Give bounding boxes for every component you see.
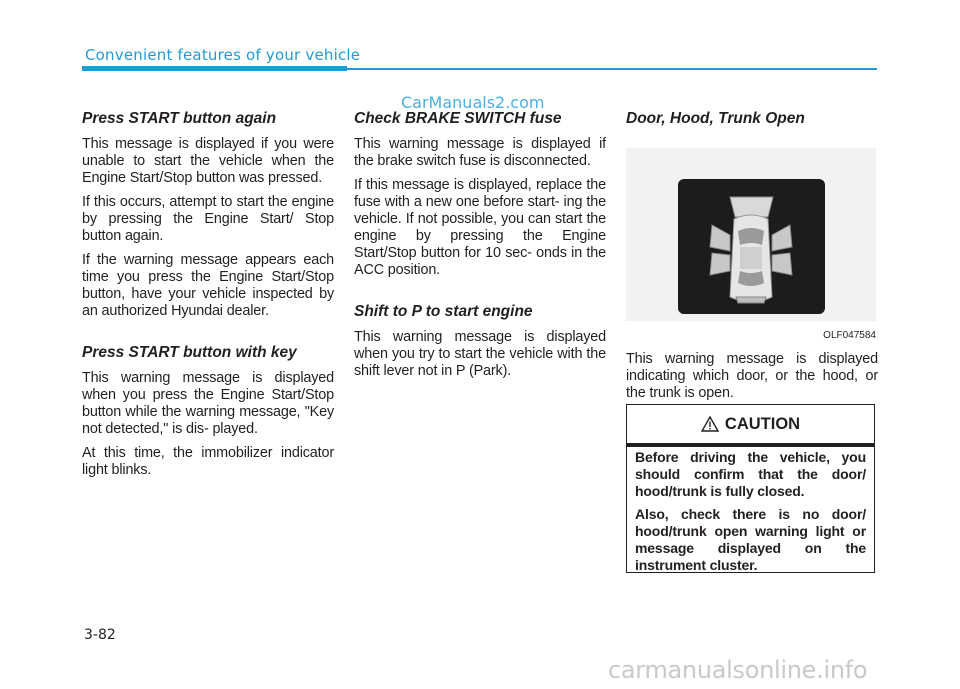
paragraph: At this time, the immobilizer indicator light blinks. bbox=[82, 445, 334, 478]
header-rule-thick bbox=[82, 66, 347, 71]
page-number: 3-82 bbox=[84, 627, 116, 643]
heading-door-hood-trunk-open: Door, Hood, Trunk Open bbox=[626, 110, 805, 127]
paragraph: This warning message is displayed when you press the Engine Start/Stop button while the warning message, "Key not detected," is dis- played. bbox=[82, 370, 334, 437]
header-rule-thin bbox=[347, 68, 877, 70]
heading-check-brake-switch-fuse: Check BRAKE SWITCH fuse bbox=[354, 110, 562, 127]
cluster-display bbox=[678, 179, 825, 314]
car-doors-open-icon bbox=[678, 179, 825, 314]
heading-shift-to-p: Shift to P to start engine bbox=[354, 303, 533, 320]
figure-code: OLF047584 bbox=[823, 330, 876, 341]
paragraph: If this occurs, attempt to start the engine by pressing the Engine Start/ Stop button again. bbox=[82, 194, 334, 244]
caution-divider bbox=[627, 443, 874, 447]
paragraph: If this message is displayed, replace the fuse with a new one before start- ing the vehicle. If not possible, you can start the engine by pressing the Engine Start/Stop button for 10 sec- onds in the ACC position. bbox=[354, 177, 606, 278]
door-open-figure bbox=[626, 148, 876, 341]
caution-paragraph: Before driving the vehicle, you should confirm that the door/ hood/trunk is fully closed. bbox=[635, 449, 866, 499]
left-column bbox=[82, 110, 334, 486]
caution-box bbox=[626, 404, 875, 573]
middle-column bbox=[354, 110, 606, 387]
heading-press-start-again: Press START button again bbox=[82, 110, 277, 127]
right-column bbox=[626, 110, 878, 409]
caution-body bbox=[635, 449, 866, 580]
warning-triangle-icon bbox=[701, 416, 719, 432]
paragraph: This message is displayed if you were unable to start the vehicle when the Engine Start/Stop button was pressed. bbox=[82, 136, 334, 186]
caution-header bbox=[627, 405, 874, 443]
heading-press-start-with-key: Press START button with key bbox=[82, 344, 297, 361]
paragraph: This warning message is displayed if the brake switch fuse is disconnected. bbox=[354, 136, 606, 169]
caution-heading: CAUTION bbox=[724, 414, 801, 433]
paragraph: If the warning message appears each time you press the Engine Start/Stop button, have your vehicle inspected by an authorized Hyundai dealer. bbox=[82, 252, 334, 319]
caution-paragraph: Also, check there is no door/ hood/trunk open warning light or message displayed on the instrument cluster. bbox=[635, 506, 866, 573]
footer-watermark[interactable]: carmanualsonline.info bbox=[608, 656, 868, 684]
paragraph: This warning message is displayed indicating which door, or the hood, or the trunk is open. bbox=[626, 351, 878, 401]
section-header-title: Convenient features of your vehicle bbox=[85, 46, 361, 64]
watermark-link[interactable]: CarManuals2.com bbox=[401, 93, 545, 112]
paragraph: This warning message is displayed when you try to start the vehicle with the shift lever not in P (Park). bbox=[354, 329, 606, 379]
